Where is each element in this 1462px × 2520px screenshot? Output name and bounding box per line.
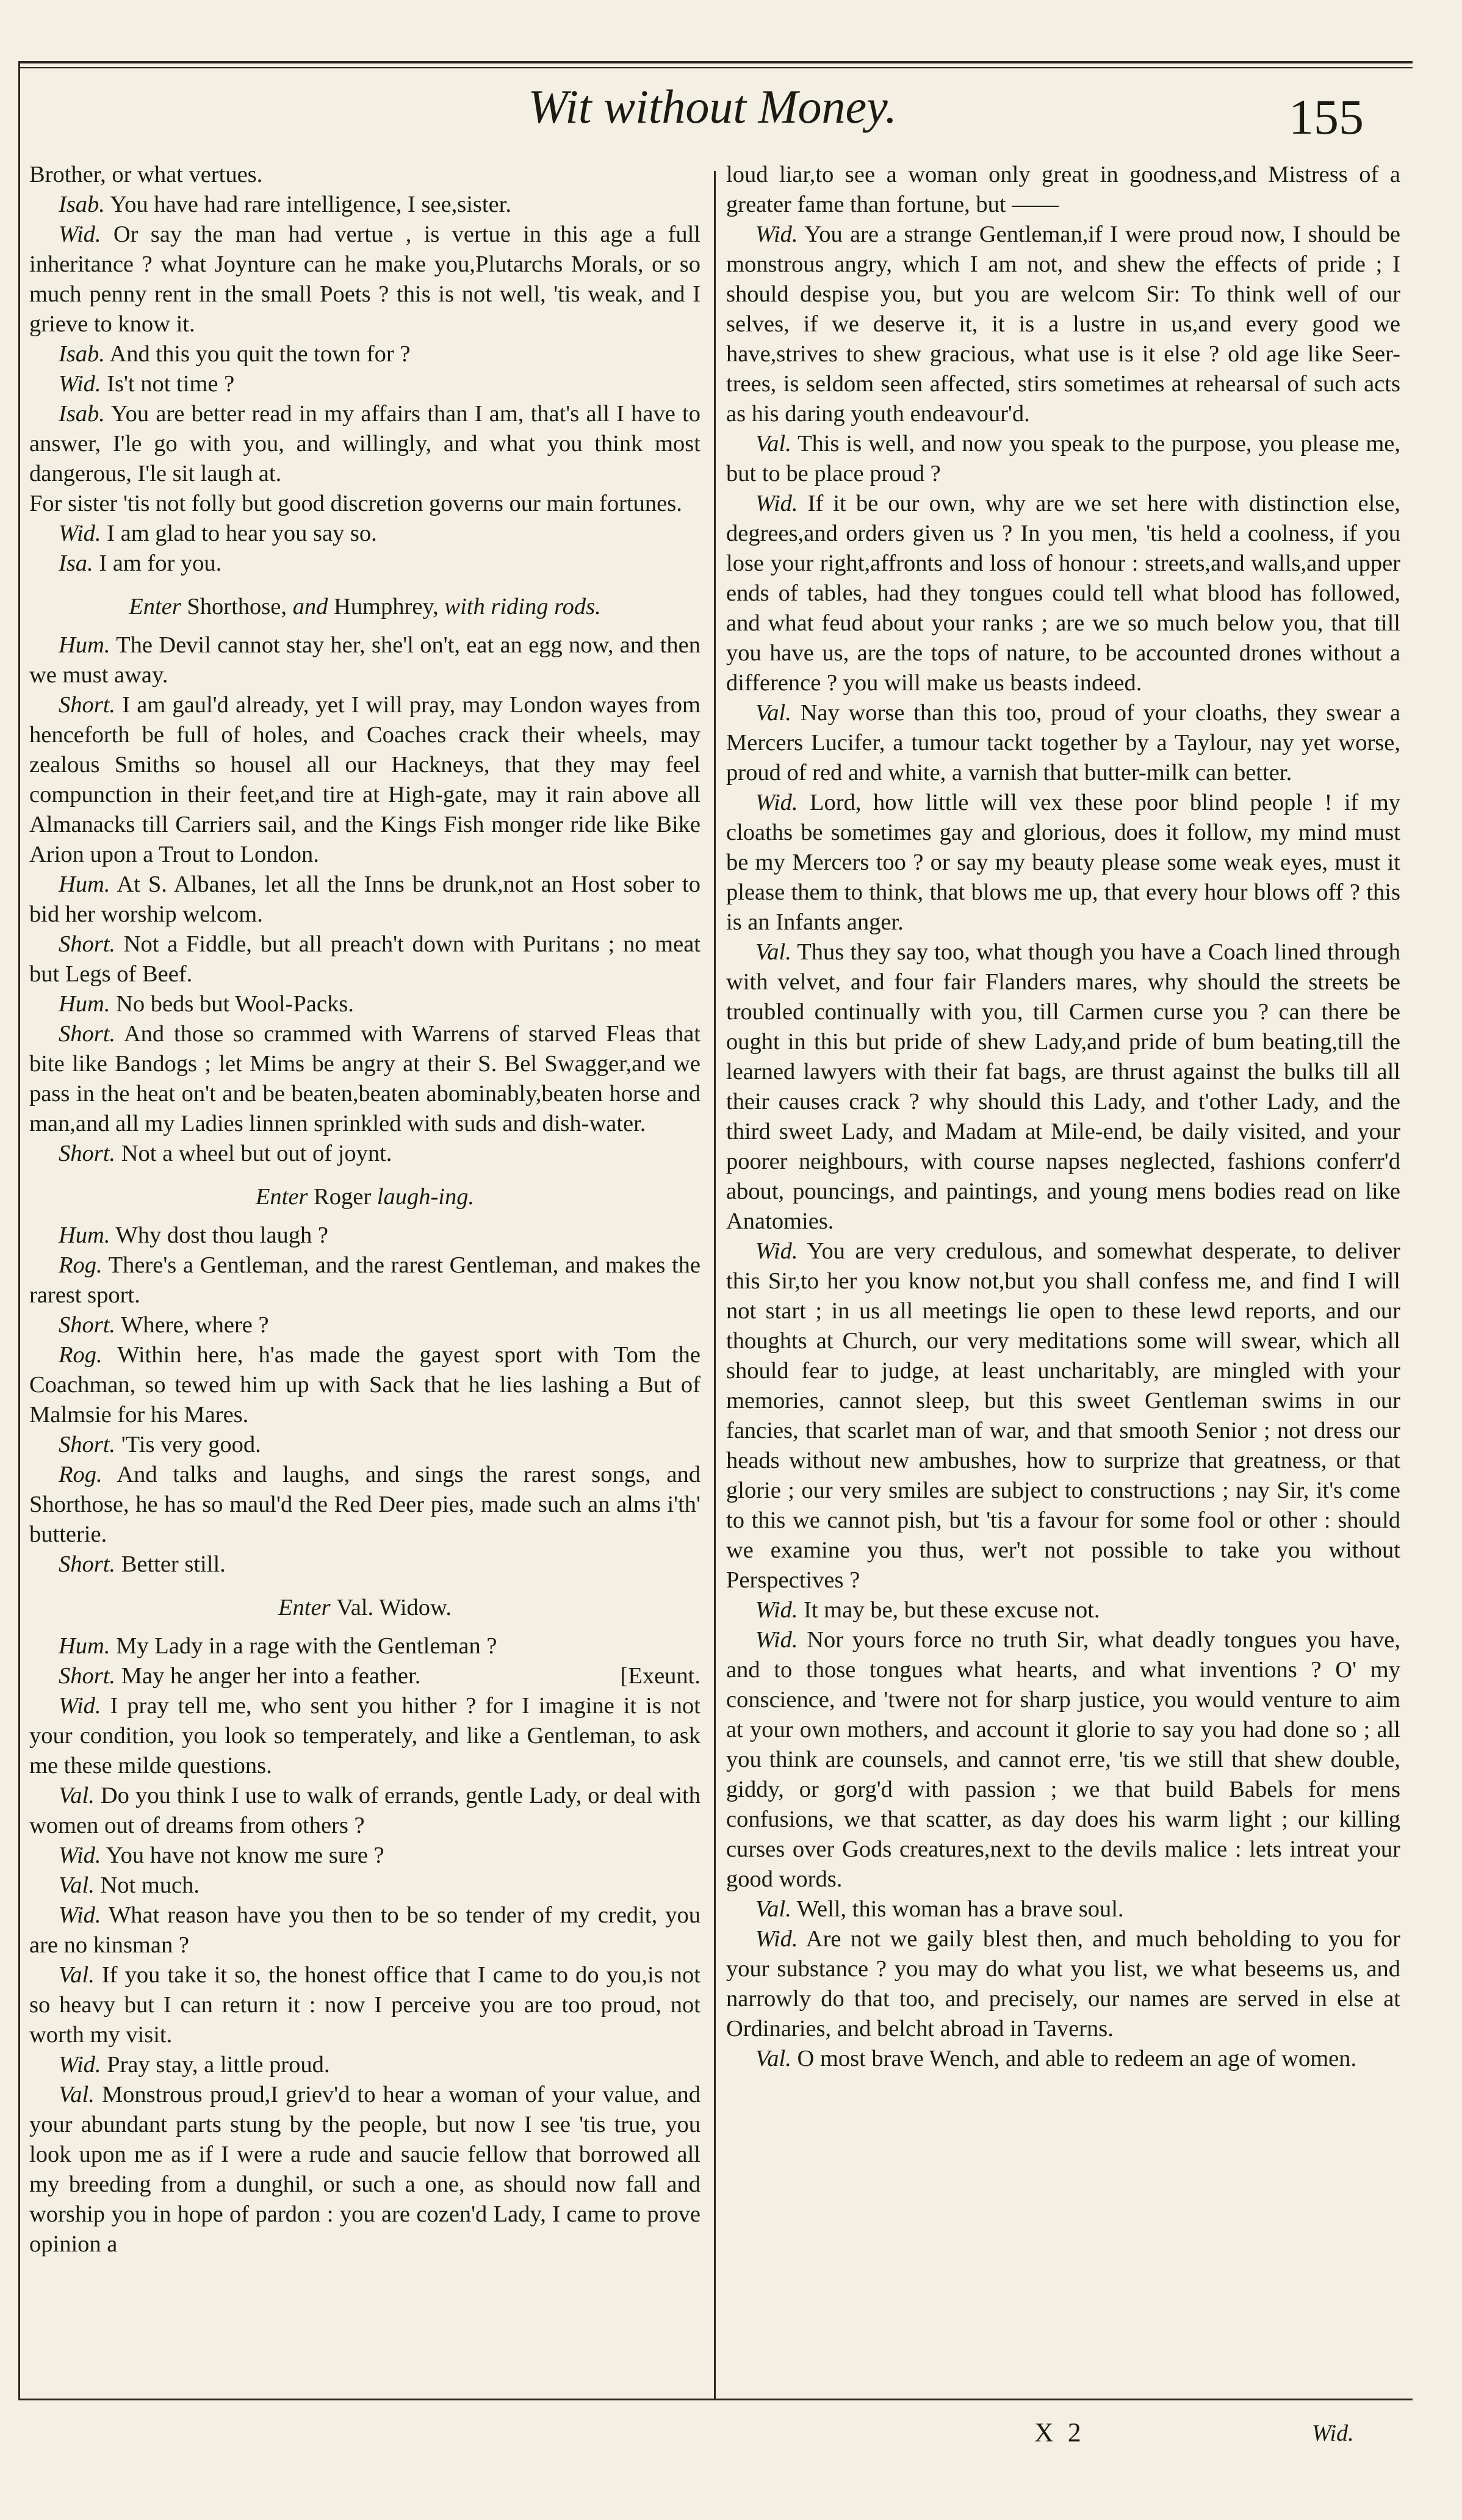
stage-direction	[29, 1593, 700, 1623]
page-number: 155	[1289, 89, 1364, 145]
speaker-name: Val.	[755, 2046, 791, 2071]
dialogue-line	[29, 1841, 700, 1871]
speaker-name: Isab.	[59, 401, 105, 427]
speaker-name: Isab.	[59, 192, 105, 217]
dialogue-line	[29, 630, 700, 690]
speaker-name: Val.	[59, 1872, 95, 1898]
speaker-name: Wid.	[755, 790, 798, 815]
direction-text: and	[292, 594, 328, 619]
dialogue-text: And those so crammed with Warrens of starved Fleas that bite like Bandogs ; let Mims be angry at their S. Bel Swagger,and we pass in the heat on't and be beaten,beaten abominably,beaten horse and man,and all my Ladies linnen sprinkled with suds and dish-water.	[29, 1021, 700, 1136]
dialogue-line	[29, 1139, 700, 1169]
dialogue-text: Not a wheel but out of joynt.	[121, 1141, 392, 1166]
dialogue-text: You have had rare intelligence, I see,sister.	[110, 192, 512, 217]
speaker-name: Rog.	[59, 1252, 103, 1278]
dialogue-line	[29, 1781, 700, 1841]
speaker-name: Isab.	[59, 341, 105, 367]
dialogue-line	[29, 870, 700, 930]
speaker-name: Hum.	[59, 991, 110, 1017]
dialogue-text: This is well, and now you speak to the purpose, you please me, but to be place proud ?	[726, 431, 1400, 486]
speaker-name: Wid.	[59, 521, 101, 546]
speaker-name: Rog.	[59, 1462, 103, 1487]
dialogue-text: And talks and laughs, and sings the rarest songs, and Shorthose, he has so maul'd the Red Deer pies, made such an alms i'th' butterie.	[29, 1462, 700, 1547]
speaker-name: Short.	[59, 1312, 116, 1338]
left-border-rule	[18, 61, 20, 2400]
dialogue-text: O most brave Wench, and able to redeem an age of women.	[797, 2046, 1357, 2071]
left-column	[29, 160, 700, 2259]
speaker-name: Short.	[59, 1141, 116, 1166]
dialogue-text: You have not know me sure ?	[106, 1843, 384, 1868]
dialogue-line	[29, 2080, 700, 2259]
dialogue-line	[29, 1960, 700, 2050]
dialogue-line	[29, 549, 700, 579]
speaker-name: Short.	[59, 1432, 116, 1457]
character-name: Val. Widow.	[336, 1595, 452, 1620]
dialogue-line	[29, 1460, 700, 1550]
dialogue-text: Nay worse than this too, proud of your cloaths, they swear a Mercers Lucifer, a tumour tackt together by a Taylour, nay yet worse, proud of red and white, a varnish that butter-milk can better.	[726, 700, 1401, 785]
speaker-name: Val.	[755, 431, 791, 457]
dialogue-text: I pray tell me, who sent you hither ? for I imagine it is not your condition, you look so temperately, and like a Gentleman, to ask me these milde questions.	[29, 1693, 701, 1778]
speaker-name: Wid.	[755, 222, 798, 247]
character-name: Humphrey,	[334, 594, 439, 619]
dialogue-line	[726, 1924, 1400, 2044]
dialogue-line	[29, 190, 700, 220]
dialogue-line	[726, 429, 1400, 489]
catchword: Wid.	[1312, 2421, 1354, 2446]
dialogue-text: Pray stay, a little proud.	[107, 2052, 330, 2078]
speaker-name: Wid.	[59, 222, 101, 247]
dialogue-line	[29, 160, 700, 190]
running-title: Wit without Money.	[528, 80, 897, 133]
dialogue-text: May he anger her into a feather.	[121, 1663, 421, 1689]
bottom-rule	[18, 2399, 1413, 2400]
dialogue-line	[29, 1019, 700, 1139]
speaker-name: Val.	[59, 2082, 95, 2107]
speaker-name: Rog.	[59, 1342, 103, 1368]
dialogue-line	[29, 339, 700, 369]
dialogue-line	[726, 489, 1400, 698]
character-name: Shorthose,	[187, 594, 287, 619]
dialogue-text: I am for you.	[99, 551, 222, 576]
column-divider	[714, 171, 716, 2399]
dialogue-text: Better still.	[121, 1551, 226, 1577]
exit-direction: [Exeunt.	[620, 1663, 700, 1689]
dialogue-line	[29, 1340, 700, 1430]
dialogue-text: At S. Albanes, let all the Inns be drunk,not an Host sober to bid her worship welcom.	[29, 872, 700, 927]
dialogue-line	[29, 519, 700, 549]
top-rule-thin	[18, 67, 1413, 68]
dialogue-line	[29, 1221, 700, 1251]
dialogue-text: If it be our own, why are we set here with distinction else, degrees,and orders given us ? In you men, 'tis held a coolness, if you lose your right,affronts and loss of honour : streets,and walls,and upper ends of tables, had they tongues could tell what blood has followed, and what feud about your ranks ; are we so much below you, that till you have us, are the tops of nature, to be accounted drones without a difference ? you will make us beasts indeed.	[726, 491, 1401, 696]
dialogue-text: Monstrous proud,I griev'd to hear a woman of your value, and your abundant parts stung by the people, but now I see 'tis true, you look upon me as if I were a rude and saucie fellow that borrowed all my breeding from a dunghil, or such a one, as should now fall and worship you in hope of pardon : you are cozen'd Lady, I came to prove opinion a	[29, 2082, 701, 2257]
speaker-name: Wid.	[755, 1597, 798, 1623]
dialogue-line	[29, 220, 700, 339]
signature-mark: X 2	[1034, 2417, 1085, 2447]
dialogue-line	[29, 489, 700, 519]
dialogue-text: I am gaul'd already, yet I will pray, may London wayes from henceforth be full of holes, and Coaches crack their wheels, may zealous Smiths so housel all our Hackneys, that they may feel compunction in their feet,and tire at High-gate, may it rain above all Almanacks till Carriers sail, and the Kings Fish monger ride like Bike Arion upon a Trout to London.	[29, 692, 700, 867]
dialogue-line	[726, 160, 1400, 220]
stage-direction	[29, 592, 700, 622]
dialogue-line	[29, 1661, 700, 1691]
dialogue-line	[726, 1595, 1400, 1625]
speaker-name: Wid.	[755, 1627, 798, 1653]
speaker-name: Wid.	[755, 1926, 798, 1952]
dialogue-text: 'Tis very good.	[121, 1432, 261, 1457]
dialogue-text: loud liar,to see a woman only great in goodness,and Mistress of a greater fame than fortune, but ——	[726, 162, 1400, 217]
dialogue-text: Or say the man had vertue , is vertue in this age a full inheritance ? what Joynture can he make you,Plutarchs Morals, or so much penny rent in the small Poets ? this is not well, 'tis weak, and I grieve to know it.	[29, 222, 700, 337]
dialogue-line	[29, 399, 700, 489]
stage-direction	[29, 1182, 700, 1212]
dialogue-line	[29, 1901, 700, 1960]
character-name: Roger	[314, 1184, 372, 1210]
dialogue-text: It may be, but these excuse not.	[804, 1597, 1100, 1623]
speaker-name: Val.	[59, 1783, 95, 1808]
dialogue-text: And this you quit the town for ?	[109, 341, 411, 367]
dialogue-line	[29, 1691, 700, 1781]
direction-text: laugh-ing.	[376, 1184, 475, 1210]
top-rule	[18, 61, 1413, 63]
direction-text: Enter	[129, 594, 181, 619]
dialogue-text: My Lady in a rage with the Gentleman ?	[116, 1633, 497, 1659]
dialogue-line	[29, 1550, 700, 1580]
speaker-name: Wid.	[59, 371, 101, 397]
direction-text: Enter	[255, 1184, 308, 1210]
dialogue-text: For sister 'tis not folly but good discretion governs our main fortunes.	[29, 491, 682, 516]
dialogue-text: Is't not time ?	[107, 371, 235, 397]
dialogue-text: Thus they say too, what though you have a Coach lined through with velvet, and four fair Flanders mares, why should the streets be troubled continually with you, till Carmen curse you ? can there be ought in this but pride of shew Lady,and pride of bum beating,till the learned lawyers with their fat bags, are thrust against the bulks till all their causes crack ? why should this Lady, and t'other Lady, and the third sweet Lady, and Madam at Mile-end, be daily visited, and your poorer neighbours, with course napses neglected, fashions conferr'd about, pouncings, and paintings, and young mens bodies read on like Anatomies.	[726, 939, 1400, 1234]
dialogue-line	[29, 989, 700, 1019]
dialogue-text: You are better read in my affairs than I am, that's all I have to answer, I'le go with you, and willingly, and what you think most dangerous, I'le sit laugh at.	[29, 401, 700, 486]
dialogue-line	[29, 1631, 700, 1661]
speaker-name: Wid.	[59, 2052, 101, 2078]
dialogue-text: Within here, h'as made the gayest sport with Tom the Coachman, so tewed him up with Sack that he lies lashing a But of Malmsie for his Mares.	[29, 1342, 700, 1428]
dialogue-text: Are not we gaily blest then, and much beholding to you for your substance ? you may do what you list, we what beseems us, and narrowly do that too, and precisely, our names are served in else at Ordinaries, and belcht abroad in Taverns.	[726, 1926, 1400, 2042]
dialogue-line	[726, 937, 1400, 1237]
dialogue-text: What reason have you then to be so tender of my credit, you are no kinsman ?	[29, 1902, 700, 1958]
dialogue-line	[726, 698, 1400, 788]
dialogue-text: Do you think I use to walk of errands, gentle Lady, or deal with women out of dreams from others ?	[29, 1783, 701, 1838]
dialogue-text: Why dost thou laugh ?	[115, 1222, 329, 1248]
dialogue-line	[29, 1310, 700, 1340]
dialogue-line	[29, 369, 700, 399]
dialogue-line	[726, 1625, 1400, 1894]
dialogue-text: If you take it so, the honest office that I came to do you,is not so heavy but I can return it : now I perceive you are too proud, not worth my visit.	[29, 1962, 700, 2048]
direction-text: Enter	[278, 1595, 331, 1620]
speaker-name: Hum.	[59, 872, 110, 897]
dialogue-text: Brother, or what vertues.	[29, 162, 263, 187]
speaker-name: Isa.	[59, 551, 93, 576]
speaker-name: Short.	[59, 1551, 116, 1577]
dialogue-line	[726, 2044, 1400, 2074]
dialogue-line	[29, 1871, 700, 1901]
dialogue-text: Not a Fiddle, but all preach't down with Puritans ; no meat but Legs of Beef.	[29, 931, 701, 987]
speaker-name: Val.	[755, 939, 791, 965]
dialogue-text: Where, where ?	[121, 1312, 269, 1338]
speaker-name: Short.	[59, 1663, 116, 1689]
right-column	[726, 160, 1400, 2074]
speaker-name: Hum.	[59, 632, 110, 658]
dialogue-line	[29, 2050, 700, 2080]
speaker-name: Wid.	[59, 1693, 101, 1719]
dialogue-text: No beds but Wool-Packs.	[116, 991, 354, 1017]
dialogue-line	[726, 1237, 1400, 1595]
speaker-name: Wid.	[755, 491, 798, 516]
dialogue-line	[726, 788, 1400, 937]
dialogue-line	[29, 690, 700, 870]
speaker-name: Short.	[59, 931, 116, 957]
speaker-name: Wid.	[59, 1843, 101, 1868]
dialogue-line	[726, 1894, 1400, 1924]
speaker-name: Hum.	[59, 1222, 110, 1248]
dialogue-text: Nor yours force no truth Sir, what deadly tongues you have, and to those tongues what hearts, and what inventions ? O' my conscience, and 'twere not for sharp justice, you would venture to aim at your own mothers, and account it glorie to say you had done so ; all you think are counsels, and cannot erre, 'tis we still that shew double, giddy, or gorg'd with passion ; we that build Babels for mens confusions, we that scatter, as day does his warm light ; our killing curses over Gods creatures,next to the devils malice : lets intreat your good words.	[726, 1627, 1400, 1892]
speaker-name: Wid.	[755, 1238, 798, 1264]
direction-text: with riding rods.	[444, 594, 601, 619]
speaker-name: Val.	[755, 1896, 791, 1922]
dialogue-text: The Devil cannot stay her, she'l on't, eat an egg now, and then we must away.	[29, 632, 700, 688]
dialogue-text: Not much.	[100, 1872, 200, 1898]
speaker-name: Short.	[59, 1021, 116, 1047]
dialogue-text: I am glad to hear you say so.	[107, 521, 377, 546]
dialogue-line	[726, 220, 1400, 429]
speaker-name: Val.	[59, 1962, 95, 1988]
dialogue-line	[29, 1430, 700, 1460]
speaker-name: Wid.	[59, 1902, 101, 1928]
speaker-name: Hum.	[59, 1633, 110, 1659]
dialogue-text: There's a Gentleman, and the rarest Gentleman, and makes the rarest sport.	[29, 1252, 700, 1308]
dialogue-line	[29, 930, 700, 989]
dialogue-text: Well, this woman has a brave soul.	[796, 1896, 1124, 1922]
dialogue-line	[29, 1251, 700, 1310]
dialogue-text: Lord, how little will vex these poor blind people ! if my cloaths be sometimes gay and glorious, does it follow, my mind must be my Mercers too ? or say my beauty please some weak eyes, must it please them to think, that blows me up, that every hour blows off ? this is an Infants anger.	[726, 790, 1401, 935]
speaker-name: Short.	[59, 692, 116, 718]
dialogue-text: You are a strange Gentleman,if I were proud now, I should be monstrous angry, which I am not, and shew the effects of pride ; I should despise you, but you are welcom Sir: To think well of our selves, if we deserve it, it is a lustre in us,and every good we have,strives to shew gracious, what use is it else ? old age like Seer-trees, is seldom seen affected, stirs sometimes at rehearsal of such acts as his daring youth endeavour'd.	[726, 222, 1400, 427]
dialogue-text: You are very credulous, and somewhat desperate, to deliver this Sir,to her you know not,but you shall confess me, and find I will not start ; in us all meetings lie open to these lewd reports, and our thoughts at Church, our very meditations some will swear, which all should fear to judge, at least uncharitably, are mingled with your memories, cannot sleep, but this sweet Gentleman swims in our fancies, that scarlet man of war, and that smooth Senior ; not dress our heads without new ambushes, how to surprize that greatness, or that glorie ; our very smiles are subject to constructions ; nay Sir, it's come to this we cannot pish, but 'tis a favour for some fool or other : should we examine you thus, wer't not possible to take you without Perspectives ?	[726, 1238, 1400, 1593]
speaker-name: Val.	[755, 700, 791, 726]
